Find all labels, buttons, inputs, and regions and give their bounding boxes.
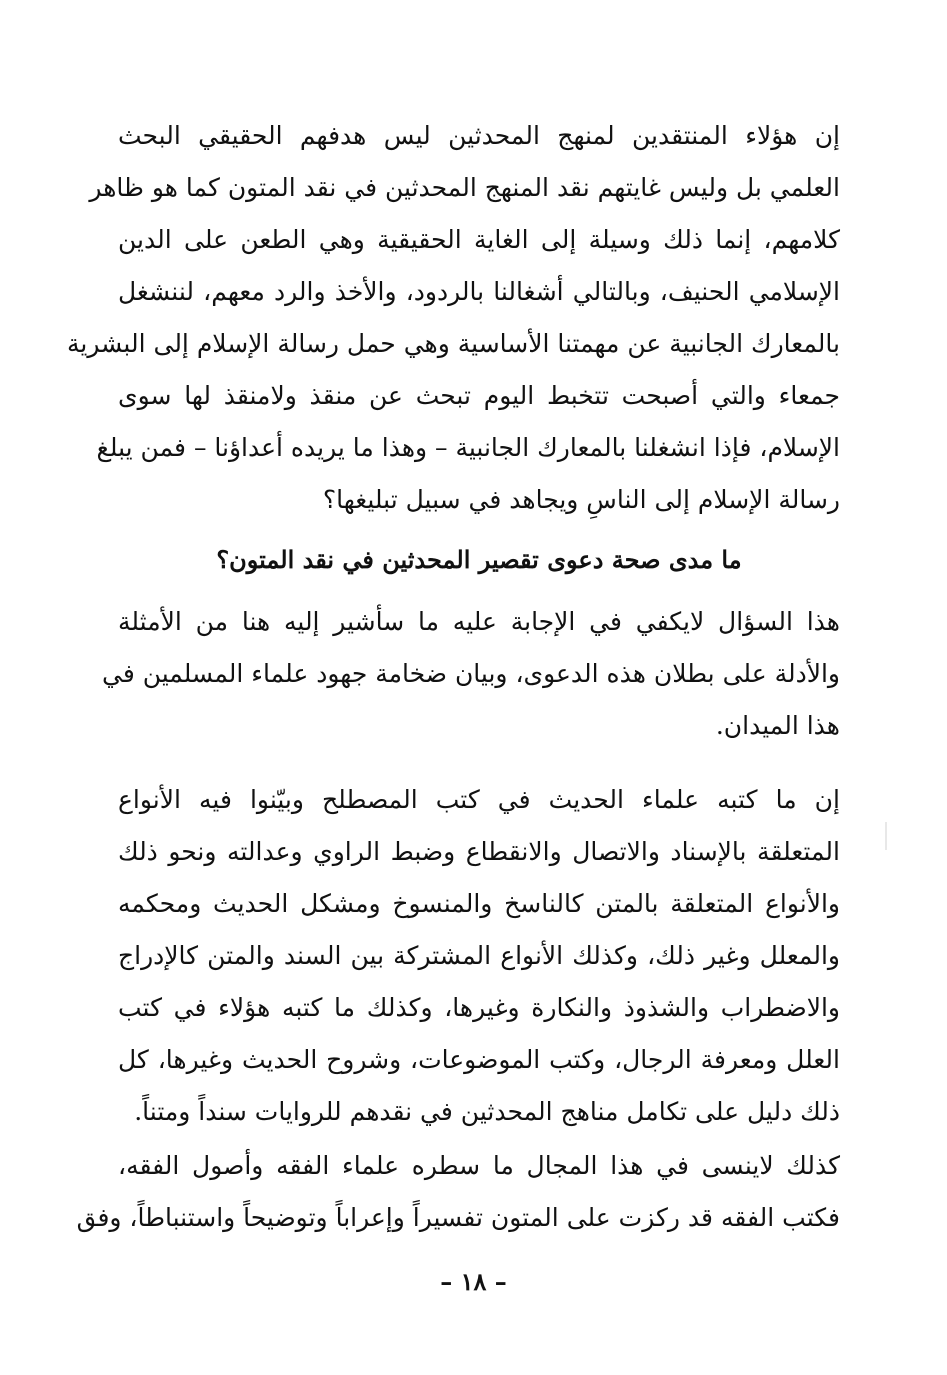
text-line: جمعاء والتي أصبحت تتخبط اليوم تبحث عن منقذ ولامنقذ لها سوى [118,381,840,410]
text-line: الإسلام، فإذا انشغلنا بالمعارك الجانبية – وهذا ما يريده أعداؤنا – فمن يبلغ [96,433,840,462]
text-line: فكتب الفقه قد ركزت على المتون تفسيراً وإعراباً وتوضيحاً واستنباطاً، وفق [76,1203,840,1232]
page-number: – ١٨ – [440,1267,507,1296]
text-line: والمعلل وغير ذلك، وكذلك الأنواع المشتركة بين السند والمتن كالإدراج [118,941,840,970]
text-line: كلامهم، إنما ذلك وسيلة إلى الغاية الحقيقية وهي الطعن على الدين [118,225,840,254]
paragraph-critics-aim [66,110,840,526]
text-line: كذلك لاينسى في هذا المجال ما سطره علماء الفقه وأصول الفقه، [118,1151,840,1180]
text-line: والأنواع المتعلقة بالمتن كالناسخ والمنسوخ ومشكل الحديث ومحكمه [118,889,840,918]
paragraph-question-answer [101,596,840,752]
text-line: إن هؤلاء المنتقدين لمنهج المحدثين ليس هدفهم الحقيقي البحث [118,121,840,150]
text-line: والاضطراب والشذوذ والنكارة وغيرها، وكذلك ما كتبه هؤلاء في كتب [118,993,840,1022]
text-line: المتعلقة بالإسناد والاتصال والانقطاع وضبط الراوي وعدالته ونحو ذلك [118,837,840,866]
text-line: العلمي بل وليس غايتهم نقد المنهج المحدثين في نقد المتون كما هو ظاهر [89,173,840,202]
text-line: والأدلة على بطلان هذه الدعوى، وبيان ضخامة جهود علماء المسلمين في [101,659,840,688]
paragraph-fiqh-scholars [76,1140,840,1244]
text-line: إن ما كتبه علماء الحديث في كتب المصطلح وبيّنوا فيه الأنواع [118,785,840,814]
text-line: العلل ومعرفة الرجال، وكتب الموضوعات، وشروح الحديث وغيرها، كل [118,1045,840,1074]
section-heading: ما مدى صحة دعوى تقصير المحدثين في نقد المتون؟ [216,545,742,574]
text-line: رسالة الإسلام إلى الناسِ ويجاهد في سبيل تبليغها؟ [322,485,840,514]
text-line: الإسلامي الحنيف، وبالتالي أشغالنا بالردود، والأخذ والرد معهم، لننشغل [118,277,840,306]
scan-artifact [885,822,887,850]
text-line: بالمعارك الجانبية عن مهمتنا الأساسية وهي حمل رسالة الإسلام إلى البشرية [66,329,840,358]
text-line: ذلك دليل على تكامل مناهج المحدثين في نقدهم للروايات سنداً ومتناً. [134,1097,840,1126]
text-line: هذا السؤال لايكفي في الإجابة عليه ما سأشير إليه هنا من الأمثلة [118,607,840,636]
text-line: هذا الميدان. [715,711,840,740]
paragraph-hadith-scholars [118,774,840,1138]
